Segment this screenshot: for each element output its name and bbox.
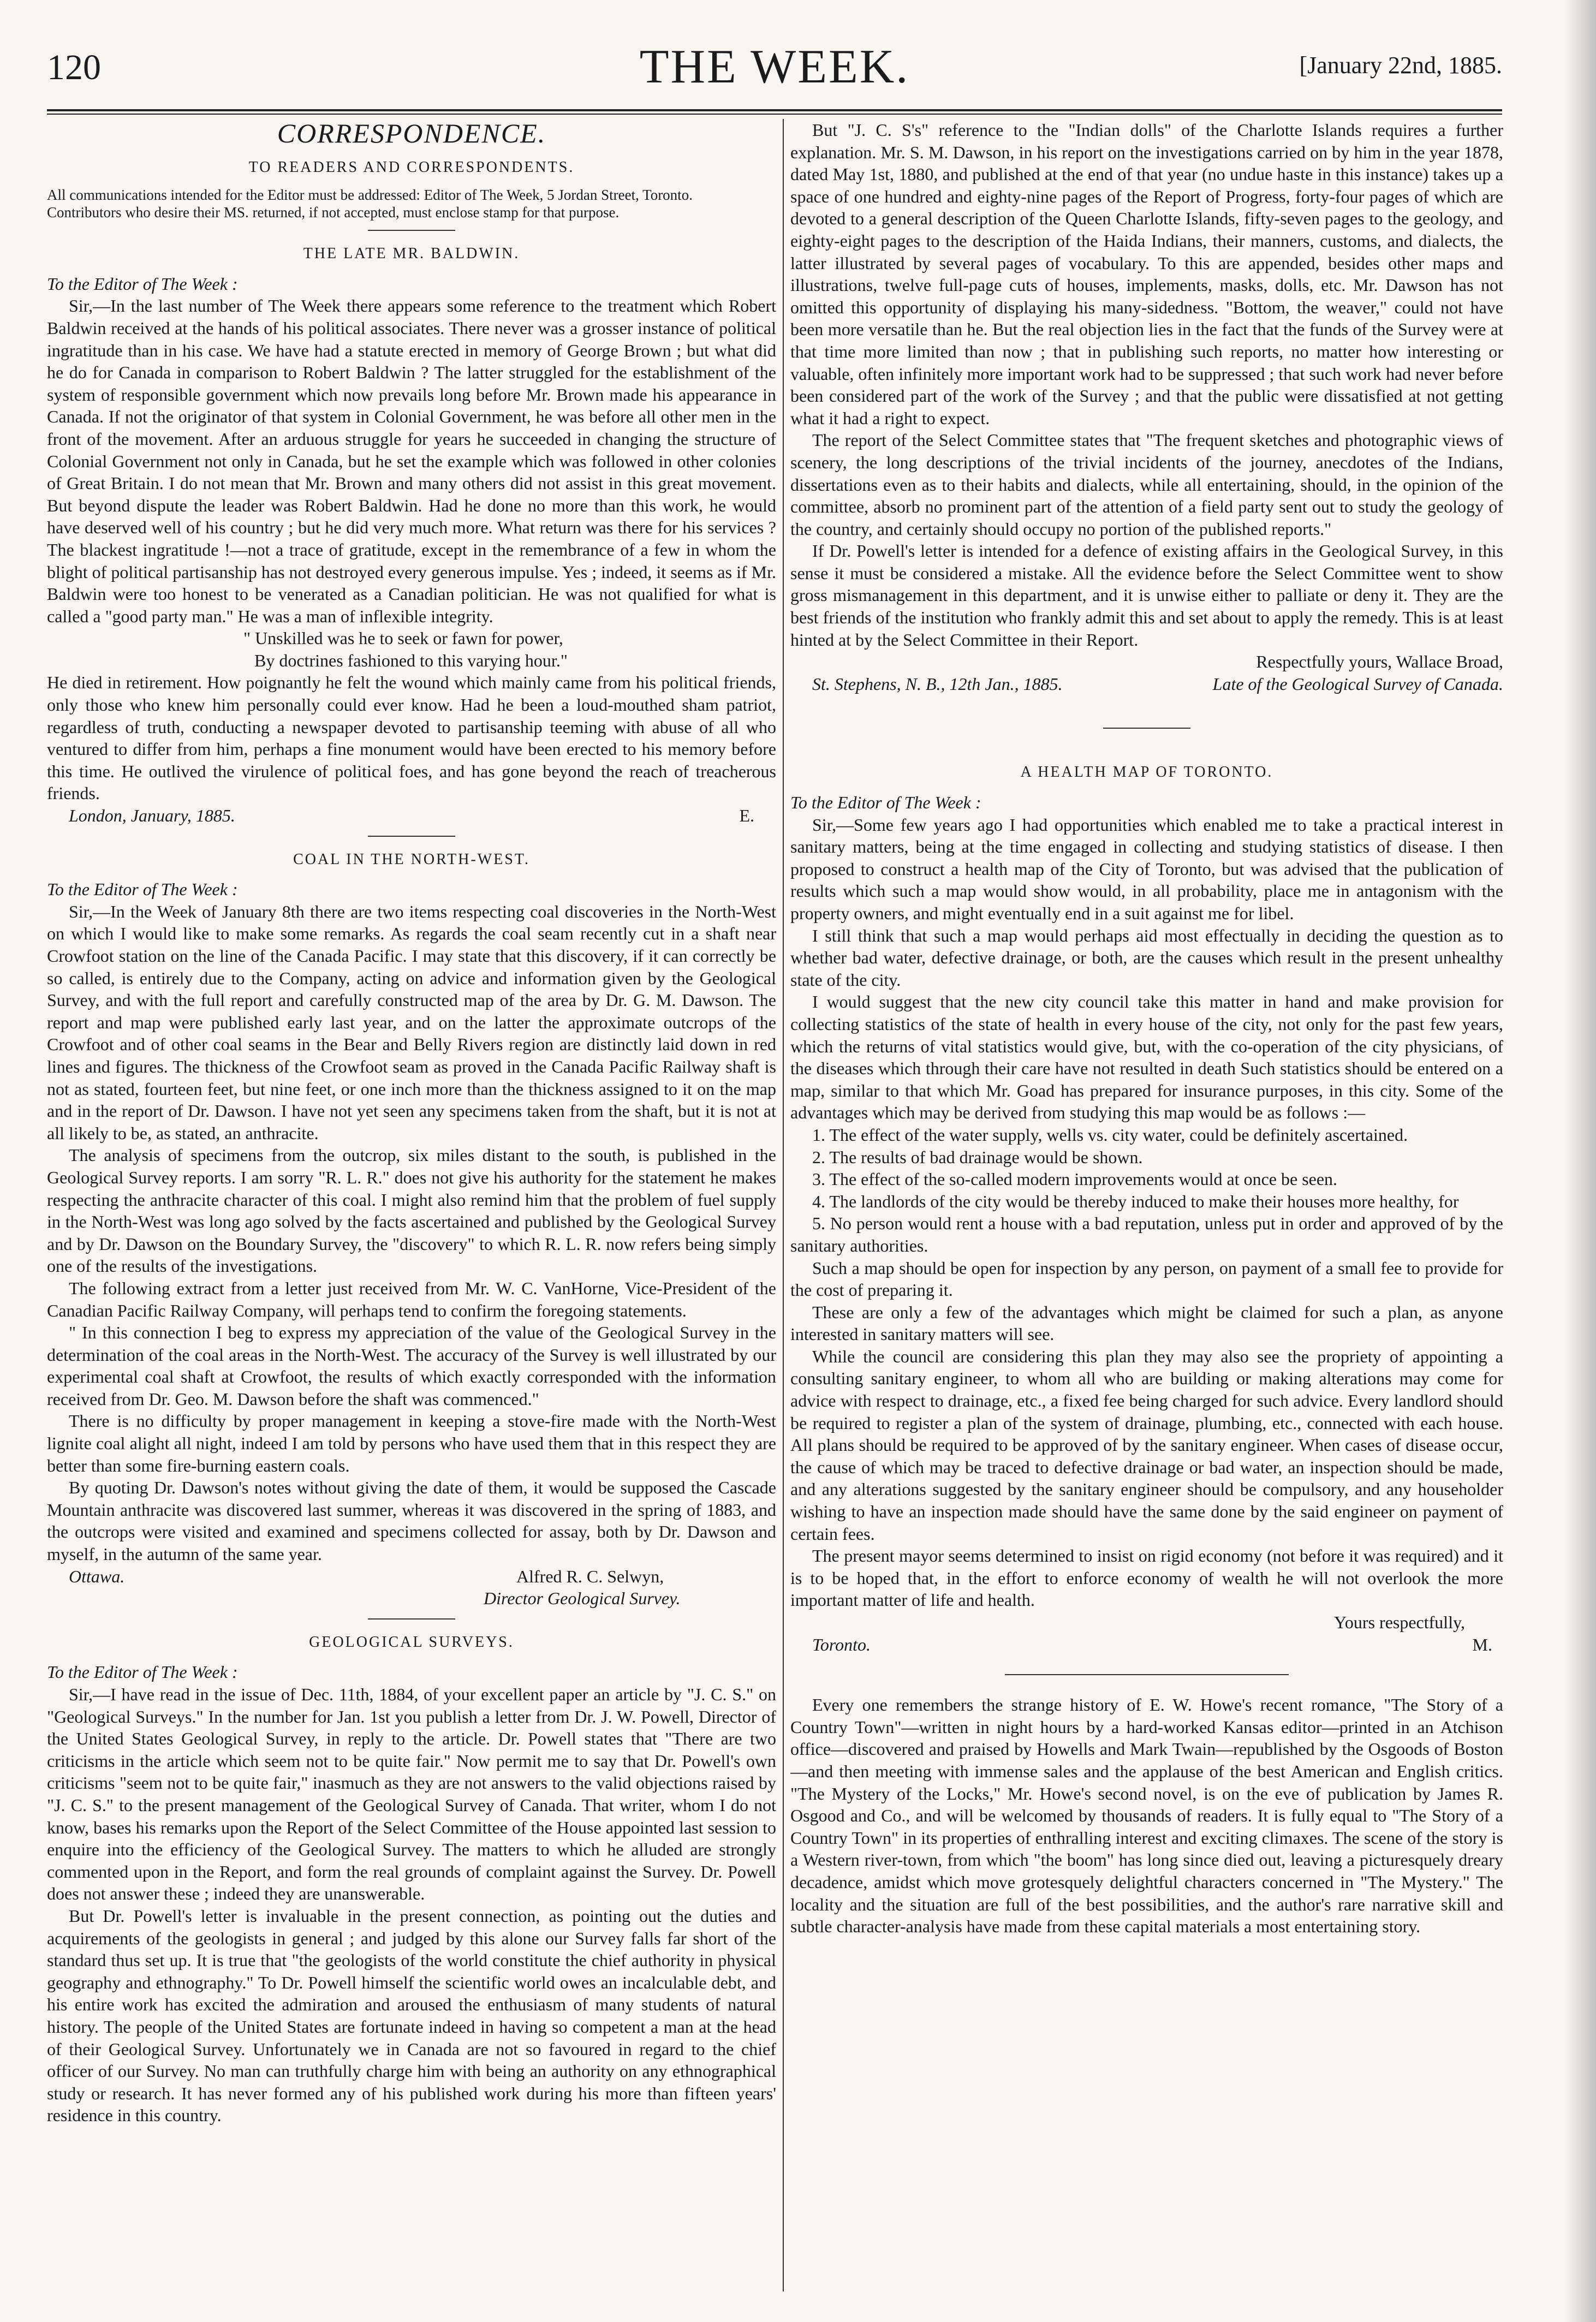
- letter-health-map-list-item: 2. The results of bad drainage would be shown.: [812, 1147, 1143, 1167]
- letter-geological-signoff: [790, 673, 1503, 695]
- letter-geological-place-date: St. Stephens, N. B., 12th Jan., 1885.: [812, 674, 1063, 694]
- letter-baldwin-salutation: To the Editor of The Week :: [47, 273, 238, 294]
- letter-coal-paragraph: There is no difficulty by proper management in keeping a stove-fire made with the North-West lignite coal alight all night, indeed I am told by persons who have used them that in this respect they are better than some fire-burning eastern coals.: [47, 1411, 776, 1475]
- letter-geological-paragraph: If Dr. Powell's letter is intended for a defence of existing affairs in the Geological Survey, in this sense it must be considered a mistake. All the evidence before the Select Committee went to show gross mismanagement in this department, and it is unwise either to palliate or deny it. They are the best friends of the institution who frankly admit this and set about to apply the remedy. This is at least hinted at by the Select Committee in their Report.: [790, 541, 1503, 650]
- letter-health-map-list-item: 3. The effect of the so-called modern improvements would at once be seen.: [812, 1169, 1338, 1189]
- letter-health-map-paragraph: Sir,—Some few years ago I had opportunities which enabled me to take a practical interest in sanitary matters, being at the time engaged in collecting and studying statistics of disease. I then proposed to construct a health map of the City of Toronto, but was advised that the publication of results which such a map would show would, in all probability, place me in antagonism with the property owners, and might eventually end in a suit against me for libel.: [790, 814, 1503, 923]
- letter-coal-paragraph: The analysis of specimens from the outcrop, six miles distant to the south, is published in the Geological Survey reports. I am sorry "R. L. R." does not give his authority for the statement he makes respecting the anthracite character of this coal. I might also remind him that the problem of fuel supply in the North-West was long ago solved by the facts ascertained and published by the Geological Survey and by Dr. Dawson on the Boundary Survey, the "discovery" to which R. L. R. now refers being simply one of the results of the investigations.: [47, 1145, 776, 1276]
- letter-coal-signoff: [47, 1565, 776, 1588]
- letter-coal-paragraph: By quoting Dr. Dawson's notes without giving the date of them, it would be supposed the Cascade Mountain anthracite was discovered last summer, whereas it was discovered in the spring of 1883, and the outcrops were visited and examined and specimens collected for assay, both by Dr. Dawson and myself, in the autumn of the same year.: [47, 1478, 776, 1564]
- letter-geological-paragraph: But Dr. Powell's letter is invaluable in the present connection, as pointing out the duties and acquirements of the geologists in general ; and judged by this alone our Survey falls far short of the standard thus set up. It is true that "the geologists of the world constitute the chief authority in physical geography and ethnography." To Dr. Powell himself the scientific world owes an incalculable debt, and his entire work has excited the admiration and aroused the enthusiasm of many students of natural history. The people of the United States are fortunate indeed in having so competent a man at the head of their Geological Survey. Unfortunately we in Canada are not so favoured in regard to the chief officer of our Survey. No man can truthfully charge him with being an authority on any ethnographical study or research. It has never formed any of his published work during his more than fifteen years' residence in this country.: [47, 1906, 776, 2125]
- letter-baldwin-signoff: [47, 805, 776, 827]
- letter-coal-signer-title: Director Geological Survey.: [484, 1588, 681, 1609]
- letter-health-map-paragraph: The present mayor seems determined to insist on rigid economy (not before it was required) and it is to be hoped that, in the effort to enforce economy of wealth he will not overlook the more important matter of life and health.: [790, 1546, 1503, 1610]
- letter-health-map-list-item: 5. No person would rent a house with a bad reputation, unless put in order and approved of by the sanitary authorities.: [790, 1213, 1503, 1255]
- letter-geological-paragraph: But "J. C. S's" reference to the "Indian dolls" of the Charlotte Islands requires a further explanation. Mr. S. M. Dawson, in his report on the investigations carried on by him in the year 1878, dated May 1st, 1880, and published at the end of that year (no undue haste in this instance) takes up a space of one hundred and eighty-nine pages of the Report of Progress, forty-four pages of which are devoted to a general description of the Queen Charlotte Islands, fifty-seven pages to the geology, and eighty-eight pages to the description of the Haida Indians, their manners, customs, and dialects, the latter illustrated by several pages of vocabulary. To this are appended, besides other maps and illustrations, twelve full-page cuts of houses, implements, masks, dolls, etc. Mr. Dawson has not omitted this opportunity of displaying his many-sidedness. "Bottom, the weaver," could not have been more versatile than he. But the real objection lies in the fact that the funds of the Survey were at that time more limited than now ; that in publishing such reports, no matter how interesting or valuable, often infinitely more important work had to be suppressed ; that such work had never before been considered part of the work of the Survey ; and that the public were dissatisfied at not getting what it had a right to expect.: [790, 120, 1503, 428]
- letter-coal-salutation: To the Editor of The Week :: [47, 879, 238, 900]
- issue-date: [January 22nd, 1885.: [1299, 52, 1502, 79]
- letter-health-map-closing-line: [790, 1611, 1503, 1634]
- letter-health-map-signature: M.: [1472, 1634, 1492, 1654]
- page-header: [47, 40, 1502, 107]
- review-howe-paragraph: Every one remembers the strange history of E. W. Howe's recent romance, "The Story of a Country Town"—written in night hours by a hard-worked Kansas editor—printed in an Atchison office—discovered and praised by Howells and Mark Twain—republished by the Osgoods of Boston—and then meeting with immense sales and the applause of the best American and English critics. "The Mystery of the Locks," Mr. Howe's second novel, is on the eve of publication by James R. Osgood and Co., and will be welcomed by thousands of readers. It is fully equal to "The Story of a Country Town" in its properties of enthralling interest and exciting climaxes. The scene of the story is a Western river-town, from which "the boom" has long since died out, leaving a picturesquely dreary decadence, amidst which move grotesquely delightful characters concerned in "The Mystery." The locality and the situation are full of the best possibilities, and the author's rare narrative skill and subtle character-analysis have made from these capital materials a most entertaining story.: [790, 1695, 1503, 1937]
- section-rule: [368, 1618, 455, 1620]
- notice-heading: TO READERS AND CORRESPONDENTS.: [248, 158, 575, 176]
- letter-coal-paragraph: Sir,—In the Week of January 8th there are two items respecting coal discoveries in the North-West on which I would like to make some remarks. As regards the coal seam recently cut in a shaft near Crowfoot station on the line of the Canada Pacific. I may state that this discovery, if it can correctly be so called, is entirely due to the Company, acting on advice and information given by the Geological Survey, and with the full report and carefully constructed map of the area by Dr. G. M. Dawson. The report and map were published early last year, and on the latter the approximate outcrops of the Crowfoot and of other coal seams in the Bear and Belly Rivers region are distinctly laid down in red lines and figures. The thickness of the Crowfoot seam as proved in the Canada Pacific Railway shaft is not as stated, fourteen feet, but nine feet, or one inch more than the thickness assigned to it on the map and in the report of Dr. Dawson. I have not yet seen any specimens taken from the shaft, but it is not at all likely to be, as stated, an anthracite.: [47, 901, 776, 1143]
- letter-health-map-paragraph: While the council are considering this plan they may also see the propriety of appointing a consulting sanitary engineer, to whom all who are building or making alterations may come for advice with respect to drainage, etc., a fixed fee being charged for such advice. Every landlord should be required to register a plan of the system of drainage, plumbing, etc., connected with each house. All plans should be required to be approved of by the sanitary engineer. When cases of disease occur, the cause of which may be traced to defective drainage or bad water, an inspection should be made, and any alterations suggested by the sanitary engineer should be compulsory, and any householder wishing to have an inspection made should have the same done by the said engineer on payment of certain fees.: [790, 1346, 1503, 1544]
- letter-health-map-signoff: [790, 1634, 1503, 1656]
- letter-health-map-salutation: To the Editor of The Week :: [790, 793, 981, 813]
- section-rule: [368, 230, 455, 231]
- letter-health-map-paragraph: I would suggest that the new city council take this matter in hand and make provision for collecting statistics of the state of health in every house of the city, not only for the past few years, which the returns of vital statistics would give, but, with the co-operation of the city physicians, of the diseases which through their care have not resulted in death Such statistics should be entered on a map, similar to that which Mr. Goad has prepared for insurance purposes, in this city. Some of the advantages which may be derived from studying this map would be as follows :—: [790, 992, 1503, 1123]
- letter-health-map-paragraph: Such a map should be open for inspection by any person, on payment of a small fee to provide for the cost of preparing it.: [790, 1258, 1503, 1300]
- letter-health-map-paragraph: I still think that such a map would perhaps aid most effectually in deciding the question as to whether bad water, defective drainage, or both, are the causes which result in the present unhealthy state of the city.: [790, 925, 1503, 990]
- letter-health-map-closing: Yours respectfully,: [1334, 1612, 1465, 1632]
- letter-geological-closing: Respectfully yours, Wallace Broad,: [1256, 652, 1503, 672]
- column-divider: [783, 119, 784, 2291]
- page-number: 120: [47, 47, 101, 87]
- letter-baldwin-paragraph: Sir,—In the last number of The Week there appears some reference to the treatment which Robert Baldwin received at the hands of his political associates. There never was a grosser instance of political ingratitude than in his case. We have had a statute erected in memory of George Brown ; but what did he do for Canada in comparison to Robert Baldwin ? The latter struggled for the establishment of the system of responsible government which now prevails long before Mr. Brown made his appearance in Canada. If not the originator of that system in Colonial Government, he was before all other men in the front of the movement. After an arduous struggle for years he succeeded in changing the structure of Colonial Government not only in Canada, but he set the example which was followed in other colonies of Great Britain. I do not mean that Mr. Brown and many others did not assist in this great movement. But beyond dispute the leader was Robert Baldwin. Had he done no more than this work, he would have deserved well of his country ; but he did very much more. What return was there for his services ? The blackest ingratitude !—not a trace of gratitude, except in the remembrance of a few in whom the blight of political partisanship has not destroyed every generous impulse. Yes ; indeed, it seems as if Mr. Baldwin were too honest to be venerated as a Canadian politician. He was not qualified for what is called a "good party man." He was a man of inflexible integrity.: [47, 296, 776, 626]
- letter-health-map-list-item: 4. The landlords of the city would be thereby induced to make their houses more healthy, for: [812, 1191, 1459, 1211]
- letter-geological-paragraph: The report of the Select Committee states that "The frequent sketches and photographic views of scenery, the long descriptions of the trivial incidents of the journey, anecdotes of the Indians, dissertations even as to their habits and dialects, while all entertaining, should, in the opinion of the committee, absorb no prominent part of the attention of a field party sent out to study the geology of the country, and certainly should occupy no portion of the published reports.": [790, 430, 1503, 539]
- letter-health-map-title: A HEALTH MAP OF TORONTO.: [1020, 764, 1273, 781]
- letter-geological-title: GEOLOGICAL SURVEYS.: [309, 1633, 514, 1651]
- page-binding-shadow: [1563, 0, 1596, 2322]
- letter-coal-quotation: " In this connection I beg to express my appreciation of the value of the Geological Survey in the determination of the coal areas in the North-West. The accuracy of the Survey is well illustrated by our experimental coal shaft at Crowfoot, the results of which exactly corresponded with the information received from Dr. Geo. M. Dawson before the shaft was commenced.": [47, 1323, 776, 1409]
- left-column: [47, 119, 776, 2297]
- letter-health-map-list-item: 1. The effect of the water supply, wells vs. city water, could be definitely ascertained.: [812, 1124, 1408, 1145]
- letter-geological-signer-title: Late of the Geological Survey of Canada.: [1212, 674, 1503, 694]
- letter-coal-place: Ottawa.: [69, 1566, 125, 1586]
- letter-geological-paragraph: Sir,—I have read in the issue of Dec. 11th, 1884, of your excellent paper an article by "J. C. S." on "Geological Surveys." In the number for Jan. 1st you publish a letter from Dr. J. W. Powell, Director of the United States Geological Survey, in reply to the article. Dr. Powell states that "There are two criticisms in the article which seem not to be quite fair." Now permit me to say that Dr. Powell's own criticisms "seem not to be quite fair," inasmuch as they are not answers to the valid objections raised by "J. C. S." to the present management of the Geological Survey of Canada. That writer, whom I do not know, bases his remarks upon the Report of the Select Committee of the House appointed last session to enquire into the efficiency of the Geological Survey. The matters to which he alluded are strongly commented upon in the Report, and form the real grounds of complaint against the Survey. Dr. Powell does not answer these ; indeed they are unanswerable.: [47, 1684, 776, 1904]
- letter-coal-title: COAL IN THE NORTH-WEST.: [293, 850, 530, 868]
- letter-geological-salutation: To the Editor of The Week :: [47, 1662, 238, 1682]
- letter-health-map-place: Toronto.: [812, 1634, 871, 1654]
- letter-baldwin-title: THE LATE MR. BALDWIN.: [303, 245, 520, 263]
- header-rule-bottom: [47, 114, 1502, 115]
- letter-baldwin-paragraph: He died in retirement. How poignantly he felt the wound which mainly came from his political friends, only those who knew him personally could ever know. Had he been a loud-mouthed sham patriot, regardless of truth, conducting a newspaper devoted to partisanship teeming with abuse of all who ventured to differ from him, perhaps a fine monument would have been erected to his memory before this time. He outlived the virulence of political foes, and has gone beyond the reach of treacherous friends.: [47, 672, 776, 803]
- letter-coal-signer: Alfred R. C. Selwyn,: [516, 1566, 664, 1586]
- letter-baldwin-verse: " Unskilled was he to seek or fawn for power,: [243, 628, 563, 648]
- letter-health-map-paragraph: These are only a few of the advantages which might be claimed for such a plan, as anyone interested in sanitary matters will see.: [790, 1302, 1503, 1344]
- section-title: CORRESPONDENCE.: [277, 119, 546, 148]
- letter-baldwin-verse: By doctrines fashioned to this varying hour.": [254, 650, 568, 670]
- notice-contributors: Contributors who desire their MS. returned, if not accepted, must enclose stamp for that purpose.: [47, 204, 620, 221]
- section-rule: [368, 836, 455, 837]
- right-column: [790, 119, 1503, 2297]
- header-rule-top: [47, 109, 1502, 111]
- letter-baldwin-place-date: London, January, 1885.: [69, 806, 235, 826]
- journal-title: THE WEEK.: [639, 40, 910, 93]
- section-rule: [1103, 728, 1190, 729]
- letter-baldwin-signature: E.: [739, 806, 754, 826]
- section-rule: [1005, 1674, 1289, 1675]
- notice-address: All communications intended for the Editor must be addressed: Editor of The Week, 5 Jordan Street, Toronto.: [47, 187, 693, 204]
- letter-coal-paragraph: The following extract from a letter just received from Mr. W. C. VanHorne, Vice-President of the Canadian Pacific Railway Company, will perhaps tend to confirm the foregoing statements.: [47, 1278, 776, 1320]
